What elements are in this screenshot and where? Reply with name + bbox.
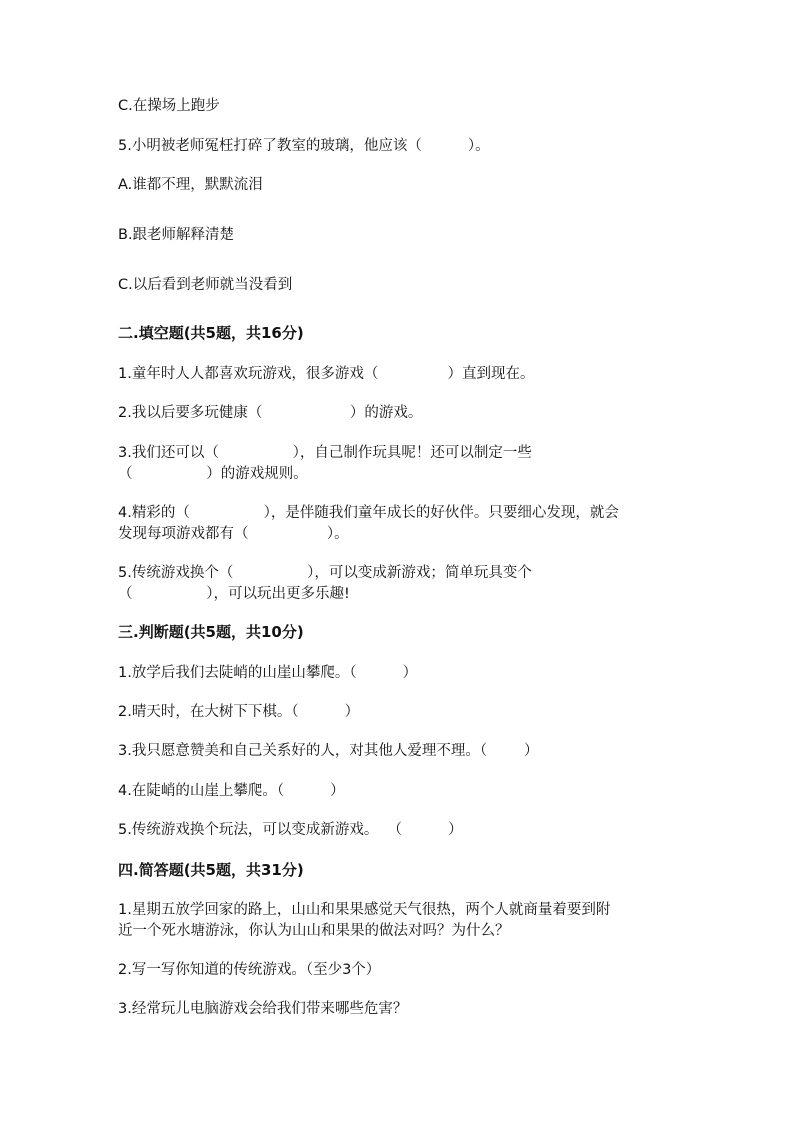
fill-question-1: 1.童年时人人都喜欢玩游戏，很多游戏（ ）直到现在。 — [118, 366, 535, 382]
short-answer-question-2: 2.写一写你知道的传统游戏。（至少3个） — [118, 962, 381, 978]
choice-option-c: C.以后看到老师就当没看到 — [118, 277, 293, 293]
choice-option-a: A.谁都不理，默默流泪 — [118, 177, 263, 193]
section-title-short-answer: 四.简答题(共5题，共31分) — [118, 861, 304, 879]
choice-option-c: C.在操场上跑步 — [118, 98, 220, 114]
section-title-fill-in: 二.填空题(共5题，共16分) — [118, 324, 304, 342]
judge-question-5: 5.传统游戏换个玩法，可以变成新游戏。 （ ） — [118, 822, 463, 838]
fill-question-3-line-1: 3.我们还可以（ ），自己制作玩具呢！还可以制定一些 — [118, 445, 532, 461]
choice-question-5: 5.小明被老师冤枉打碎了教室的玻璃，他应该（ ）。 — [118, 138, 490, 154]
fill-question-5-line-1: 5.传统游戏换个（ ），可以变成新游戏；简单玩具变个 — [118, 565, 532, 581]
fill-question-2: 2.我以后要多玩健康（ ）的游戏。 — [118, 405, 423, 421]
fill-question-4-line-1: 4.精彩的（ ），是伴随我们童年成长的好伙伴。只要细心发现，就会 — [118, 505, 619, 521]
fill-question-5-line-2: （ ），可以玩出更多乐趣! — [118, 586, 350, 602]
short-answer-question-3: 3.经常玩儿电脑游戏会给我们带来哪些危害？ — [118, 1001, 408, 1017]
section-title-judgement: 三.判断题(共5题，共10分) — [118, 623, 304, 641]
short-answer-question-1-line-1: 1.星期五放学回家的路上，山山和果果感觉天气很热，两个人就商量着要到附 — [118, 902, 611, 918]
short-answer-question-1-line-2: 近一个死水塘游泳，你认为山山和果果的做法对吗？为什么？ — [118, 923, 510, 939]
judge-question-2: 2.晴天时，在大树下下棋。（ ） — [118, 704, 360, 720]
choice-option-b: B.跟老师解释清楚 — [118, 227, 235, 243]
judge-question-3: 3.我只愿意赞美和自己关系好的人，对其他人爱理不理。（ ） — [118, 743, 539, 759]
fill-question-4-line-2: 发现每项游戏都有（ ）。 — [118, 526, 349, 542]
judge-question-1: 1.放学后我们去陡峭的山崖山攀爬。（ ） — [118, 665, 418, 681]
judge-question-4: 4.在陡峭的山崖上攀爬。（ ） — [118, 783, 345, 799]
fill-question-3-line-2: （ ）的游戏规则。 — [118, 466, 308, 482]
